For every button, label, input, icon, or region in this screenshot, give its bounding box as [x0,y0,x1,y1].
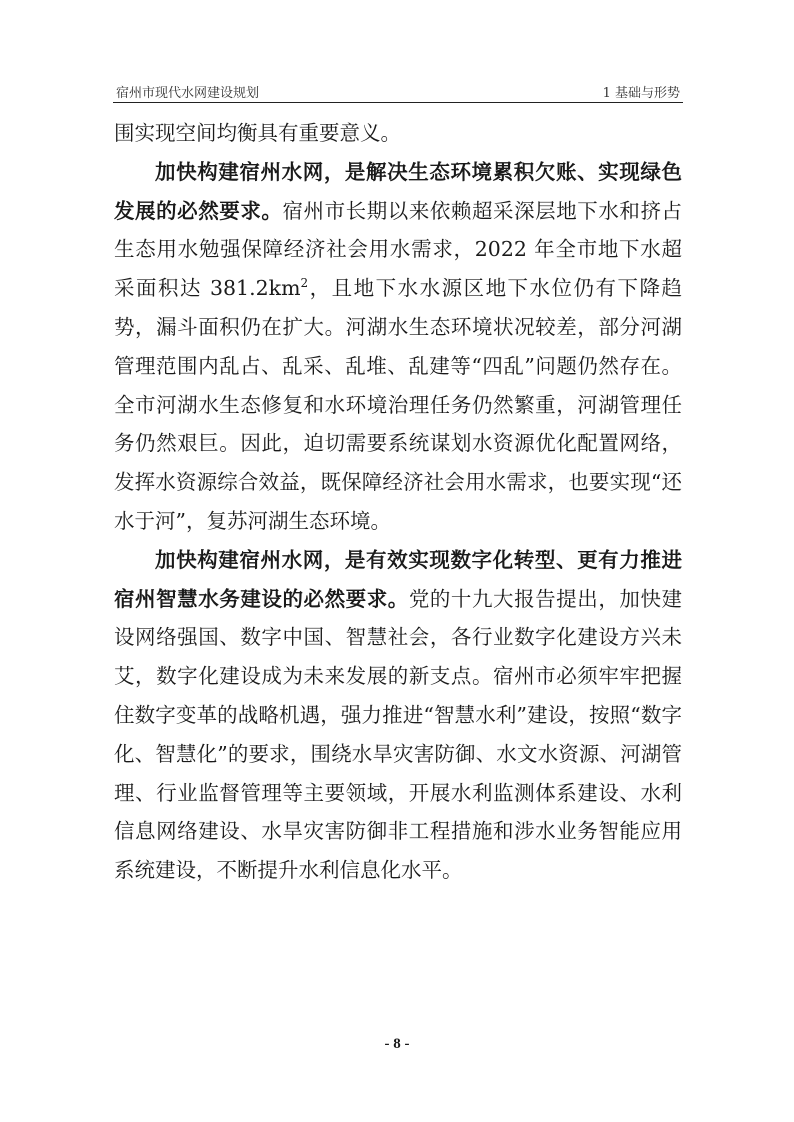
paragraph-continuation [114,114,682,153]
paragraph-green-development [114,153,682,541]
chapter-title: 1 基础与形势 [602,86,680,101]
paragraph-text: ，且地下水水源区地下水位仍有下降趋势，漏斗面积仍在扩大。河湖水生态环境状况较差，部分河湖管理范围内乱占、乱采、乱堆、乱建等“四乱”问题仍然存在。全市河湖水生态修复和水环境治理任务仍然繁重，河湖管理任务仍然艰巨。因此，迫切需要系统谋划水资源优化配置网络，发挥水资源综合效益，既保障经济社会用水需求，也要实现“还水于河”，复苏河湖生态环境。 [114,276,682,533]
document-title: 宿州市现代水网建设规划 [116,86,260,101]
paragraph-text: 宿州市长期以来依赖超采深层地下水和挤占生态用水勉强保障经济社会用水需求，2022 年全市地下水超采面积达 381.2km [114,198,683,301]
running-header [113,80,683,103]
paragraph-text: 围实现空间均衡具有重要意义。 [114,121,401,145]
body-text [114,114,682,890]
paragraph-text: 党的十九大报告提出，加快建设网络强国、数字中国、智慧社会，各行业数字化建设方兴未艾，数字化建设成为未来发展的新支点。宿州市必须牢牢把握住数字变革的战略机遇，强力推进“智慧水利”建设，按照“数字化、智慧化”的要求，围绕水旱灾害防御、水文水资源、河湖管理、行业监督管理等主要领域，开展水利监测体系建设、水利信息网络建设、水旱灾害防御非工程措施和涉水业务智能应用系统建设，不断提升水利信息化水平。 [114,586,683,883]
paragraph-digital-transformation [114,541,682,890]
paragraph-lead-bold: 加快构建宿州水网，是有效实现数字化转型、更有力推进宿州智慧水务建设的必然要求。 [114,547,682,611]
page-number: - 8 - [384,1036,410,1052]
paragraph-lead-bold: 加快构建宿州水网，是解决生态环境累积欠账、实现绿色发展的必然要求。 [114,159,682,223]
superscript: 2 [300,276,309,291]
